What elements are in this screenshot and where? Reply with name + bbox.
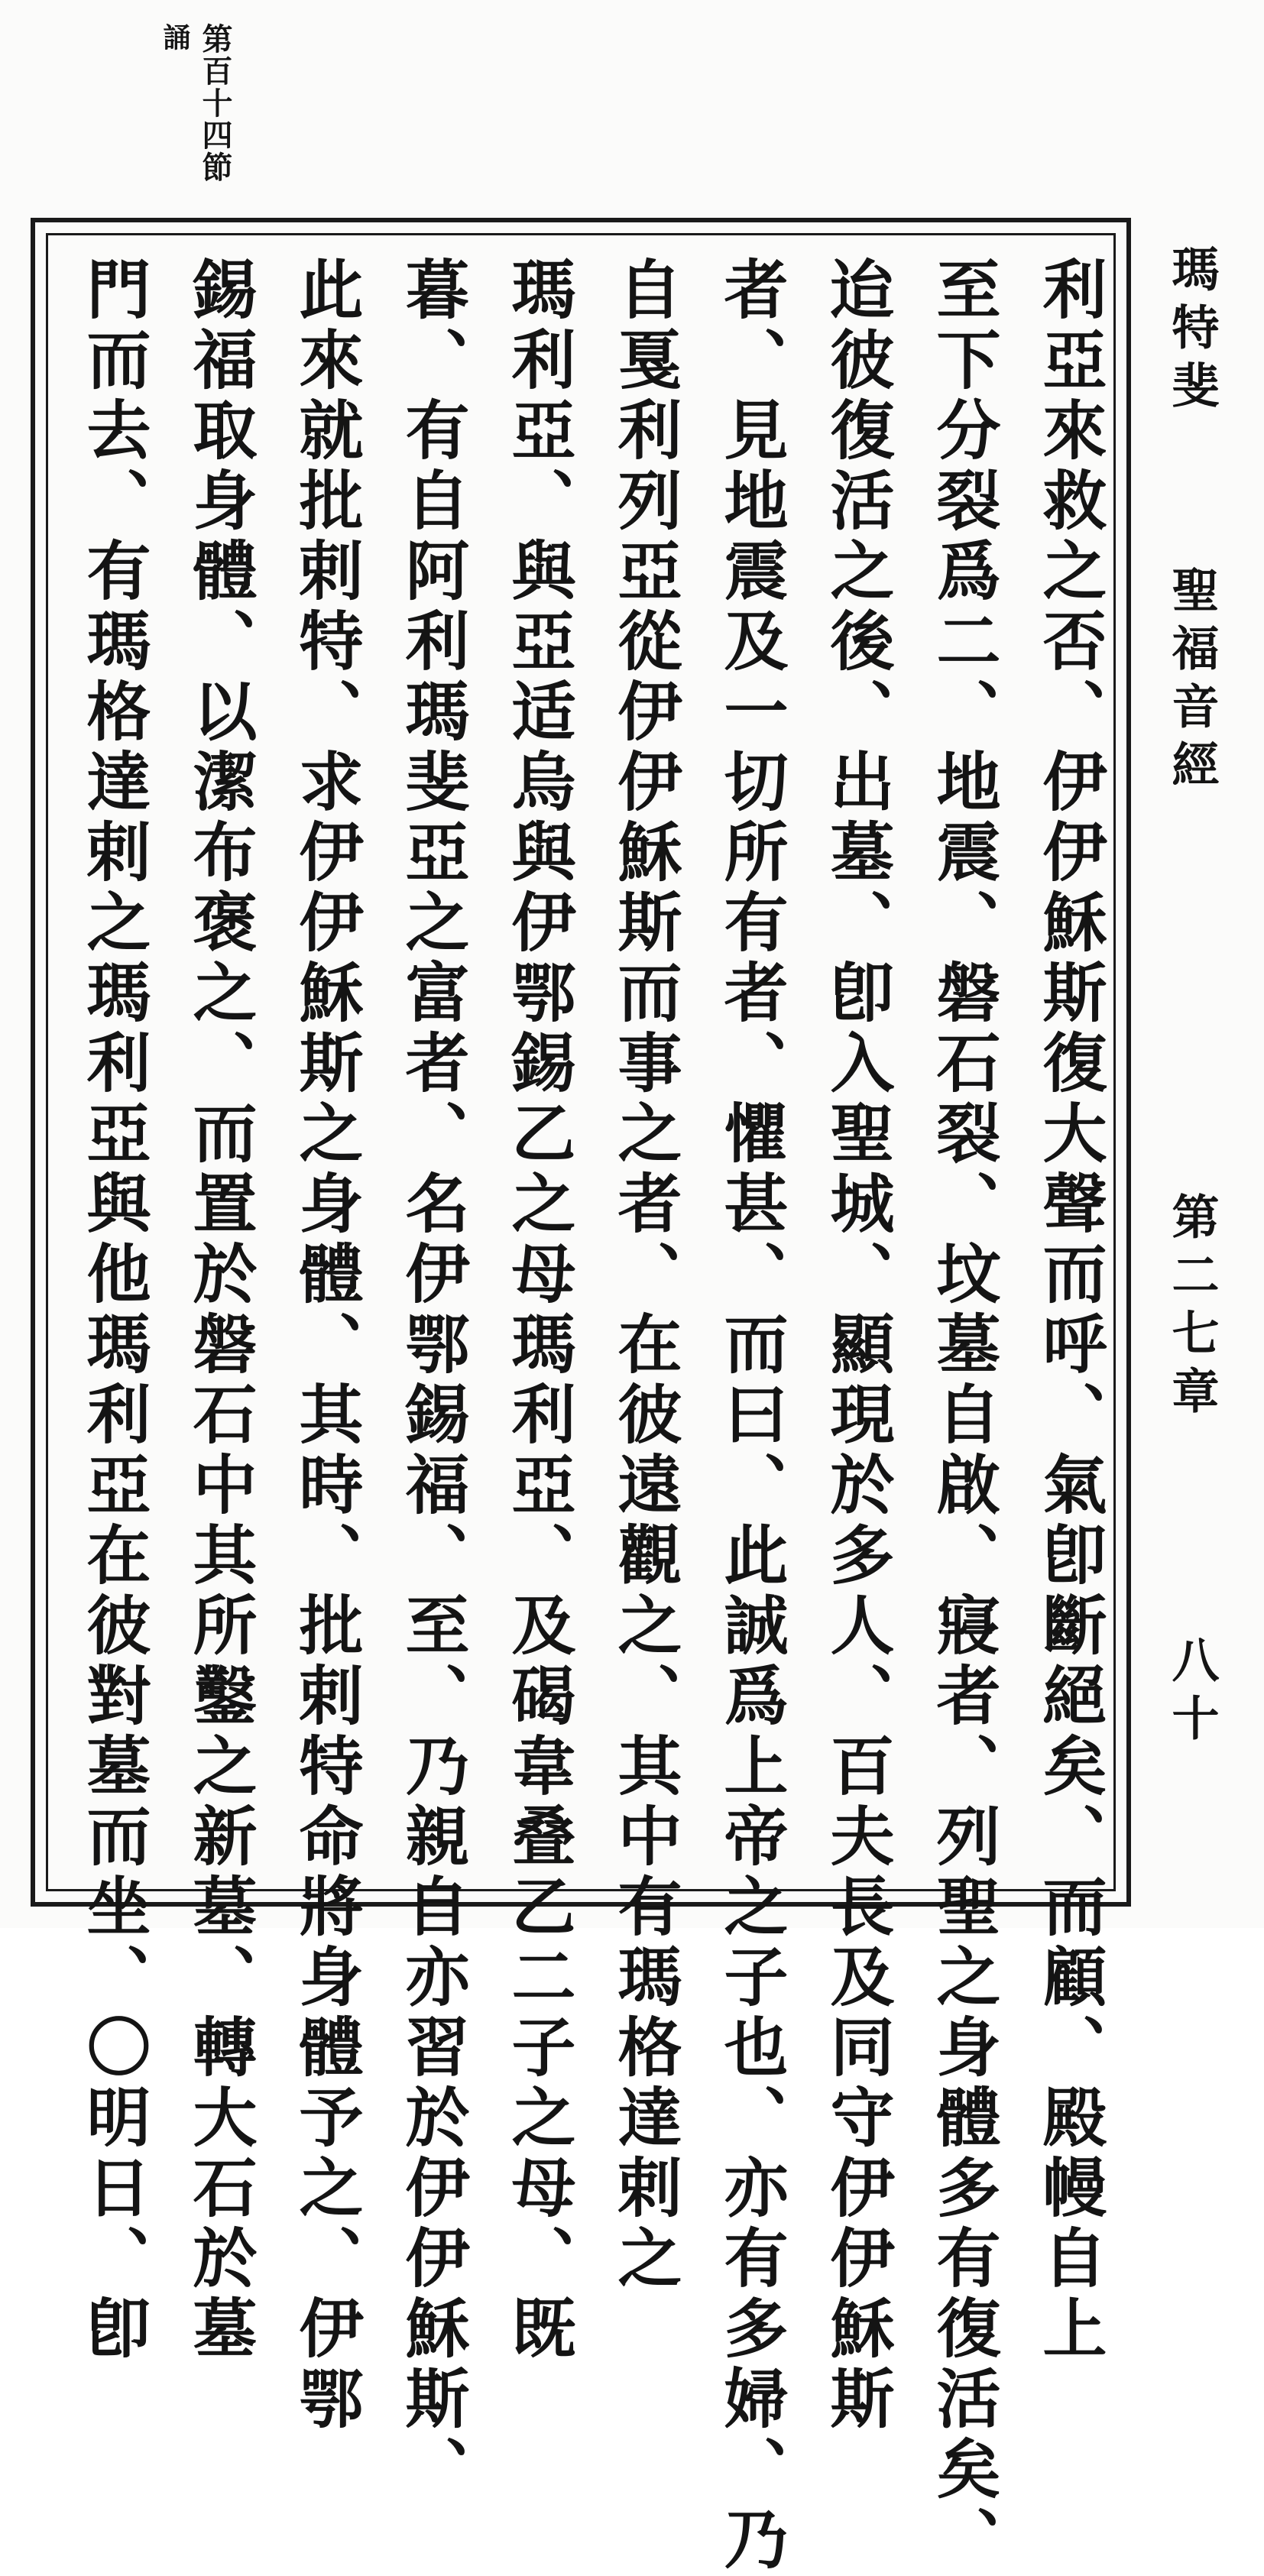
book-title: 瑪特斐 [1164,245,1220,419]
text-column: 瑪利亞、與亞适烏與伊鄂錫乙之母瑪利亞、及碣韋叠乙二子之母、既 [501,256,577,2365]
section-number: 第百十四節 [197,23,233,183]
running-header [1152,229,1244,1910]
chapter-label: 第二七章 [1164,1192,1220,1424]
text-column: 暮、有自阿利瑪斐亞之富者、名伊鄂錫福、至、乃親自亦習於伊伊穌斯、 [395,256,471,2506]
text-column: 利亞來救之否、伊伊穌斯復大聲而呼、氣卽斷絕矣、而顧、殿幔自上 [1032,256,1108,2365]
text-column: 此來就批剌特、求伊伊穌斯之身體、其時、批剌特命將身體予之、伊鄂 [289,256,365,2435]
text-column: 至下分裂爲二、地震、磐石裂、坟墓自啟、寢者、列聖之身體多有復活矣、 [926,256,1002,2576]
body-text [46,256,1116,2576]
text-column: 錫福取身體、以潔布褒之、而置於磐石中其所鑿之新墓、轉大石於墓 [183,256,258,2365]
text-column: 自戛利列亞從伊伊穌斯而事之者、在彼遠觀之、其中有瑪格達剌之 [608,256,683,2295]
section-note [157,23,241,214]
text-column: 者、見地震及一切所有者、懼甚、而曰、此誠爲上帝之子也、亦有多婦、乃 [714,256,789,2576]
page-number: 八十 [1164,1635,1220,1751]
text-column: 迨彼復活之後、出墓、卽入聖城、顯現於多人、百夫長及同守伊伊穌斯 [820,256,896,2435]
section-reading-mark: 誦 [159,23,191,52]
gospel-title: 聖福音經 [1164,565,1220,798]
text-column: 門而去、有瑪格達剌之瑪利亞與他瑪利亞在彼對墓而坐、〇明日、卽 [76,256,152,2365]
